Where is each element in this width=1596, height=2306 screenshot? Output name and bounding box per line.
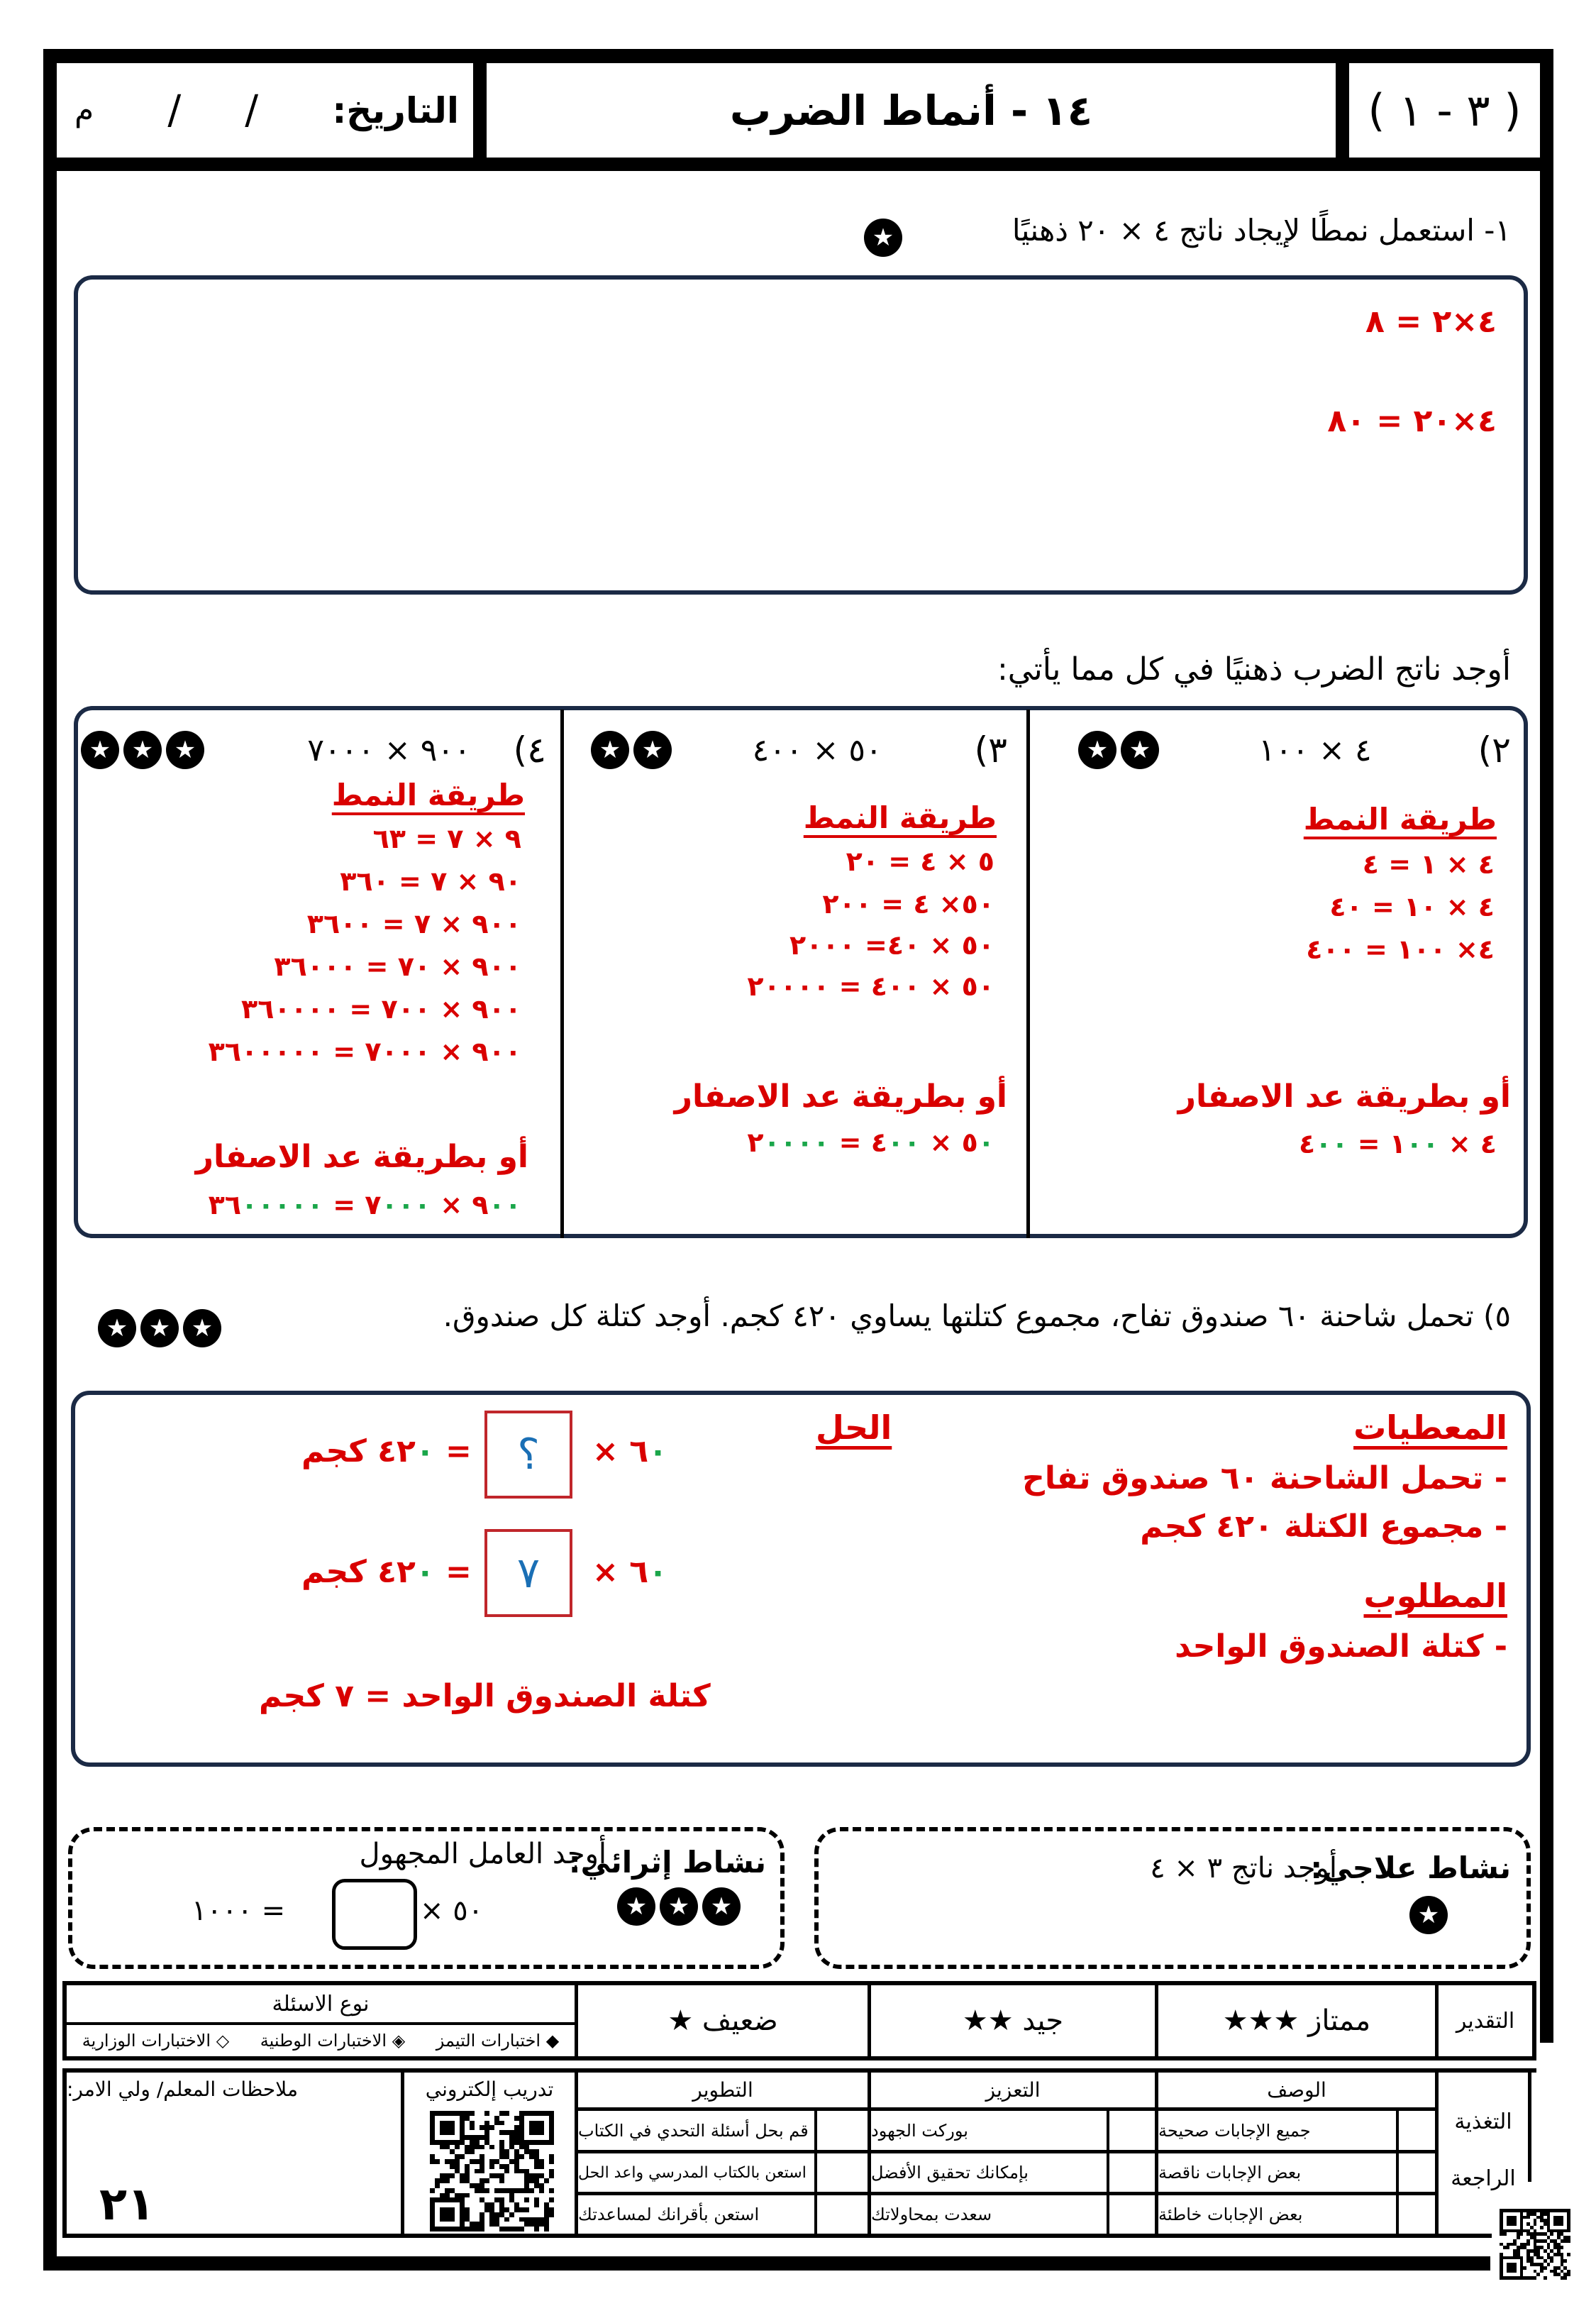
question-types-title: نوع الاسئلة bbox=[272, 1991, 370, 2017]
pattern-line: ٩٠٠ × ٧ = ٣٦٠٠ bbox=[306, 908, 521, 939]
enrichment-factor: ٥٠ × bbox=[420, 1894, 484, 1927]
remedial-label: نشاط علاجي: bbox=[1310, 1850, 1511, 1885]
required-title: المطلوب bbox=[1363, 1577, 1507, 1615]
pattern-line: ٩ × ٧ = ٦٣ bbox=[372, 823, 521, 854]
reinforcement-row: سعدت بمحاولاتك bbox=[871, 2205, 992, 2224]
rating-label: التقدير bbox=[1456, 2008, 1515, 2034]
page-title: ١٤ - أنماط الضرب bbox=[729, 86, 1093, 135]
answer-box-q1[interactable] bbox=[74, 275, 1528, 595]
reinforcement-checkbox[interactable] bbox=[1109, 2111, 1155, 2150]
star-badge-icon: ★ bbox=[633, 731, 672, 769]
column-header-development: التطوير bbox=[692, 2078, 753, 2102]
problem-number: ٢) bbox=[1478, 729, 1511, 771]
pattern-line: ٩٠٠ × ٧٠ = ٣٦٠٠٠ bbox=[274, 951, 521, 982]
conclusion: كتلة الصندوق الواحد = ٧ كجم bbox=[259, 1678, 711, 1714]
pattern-line: ٥٠ × ٤٠٠ = ٢٠٠٠٠ bbox=[747, 971, 994, 1002]
problem-2 bbox=[1258, 729, 1511, 771]
equation-factor: ٦٠ × bbox=[592, 1554, 667, 1590]
given-item: - مجموع الكتلة ٤٢٠ كجم bbox=[1140, 1508, 1507, 1545]
date-label: التاريخ: bbox=[332, 89, 459, 131]
frame-border-right bbox=[1540, 49, 1553, 2043]
star-badge-icon: ★ bbox=[1121, 731, 1159, 769]
feedback-label: التغذية bbox=[1454, 2109, 1512, 2134]
frame-border-bottom bbox=[43, 2256, 1490, 2271]
question-5-text: ٥) تحمل شاحنة ٦٠ صندوق تفاح، مجموع كتلتها يساوي ٤٢٠ كجم. أوجد كتلة كل صندوق. bbox=[443, 1298, 1511, 1333]
problem-expression: ٤ × ١٠٠ bbox=[1258, 732, 1372, 768]
feedback-label: الراجعة bbox=[1451, 2166, 1516, 2191]
pattern-method-title: طريقة النمط bbox=[803, 800, 997, 835]
star-badge-icon: ★ bbox=[183, 1309, 221, 1347]
development-checkbox[interactable] bbox=[817, 2195, 868, 2234]
equation-factor: ٦٠ × bbox=[592, 1433, 667, 1469]
feedback-checkbox[interactable] bbox=[1399, 2195, 1435, 2234]
question-type-timss: ◆ اختبارات التيمز bbox=[436, 2031, 560, 2051]
required-item: - كتلة الصندوق الواحد bbox=[1175, 1628, 1507, 1665]
star-badge-icon: ★ bbox=[617, 1887, 655, 1926]
pattern-line: ٥٠ × ٤٠= ٢٠٠٠ bbox=[789, 929, 994, 961]
star-badge-icon: ★ bbox=[1078, 731, 1116, 769]
difficulty-stars-q2 bbox=[1078, 731, 1159, 769]
star-badge-icon: ★ bbox=[864, 219, 902, 257]
solution-title: الحل bbox=[816, 1408, 892, 1447]
star-badge-icon: ★ bbox=[140, 1309, 179, 1347]
pattern-method-title: طريقة النمط bbox=[331, 778, 525, 812]
questions-2-4-title: أوجد ناتج الضرب ذهنيًا في كل مما يأتي: bbox=[997, 651, 1511, 688]
difficulty-stars-q3 bbox=[591, 731, 672, 769]
pattern-line: ٥ × ٤ = ٢٠ bbox=[846, 846, 994, 877]
difficulty-stars-remedial bbox=[1409, 1896, 1448, 1934]
given-item: - تحمل الشاحنة ٦٠ صندوق تفاح bbox=[1022, 1460, 1507, 1496]
zeros-method-title: أو بطريقة عد الاصفار bbox=[674, 1078, 1007, 1115]
zeros-method-line: ٩٠٠ × ٧٠٠٠ = ٣٦٠٠٠٠٠ bbox=[208, 1189, 521, 1220]
star-badge-icon: ★ bbox=[660, 1887, 698, 1926]
star-badge-icon: ★ bbox=[98, 1309, 136, 1347]
enrichment-label: نشاط إثرائي: bbox=[568, 1845, 766, 1880]
enrichment-product: = ١٠٠٠ bbox=[192, 1894, 286, 1927]
pattern-line: ٥٠× ٤ = ٢٠٠ bbox=[822, 888, 994, 920]
rating-excellent[interactable]: ممتاز ★★★ bbox=[1222, 2004, 1371, 2037]
givens-title: المعطيات bbox=[1353, 1408, 1507, 1447]
header-divider bbox=[43, 158, 1553, 171]
problem-4 bbox=[307, 729, 546, 771]
reinforcement-row: بإمكانك تحقيق الأفضل bbox=[871, 2163, 1029, 2183]
development-row: استعن بأقرانك لمساعدتك bbox=[578, 2205, 760, 2224]
question-type-national: ◈ الاختبارات الوطنية bbox=[260, 2031, 406, 2051]
frame-border-top bbox=[43, 49, 1553, 63]
zeros-method-title: أو بطريقة عد الاصفار bbox=[195, 1139, 528, 1175]
star-badge-icon: ★ bbox=[166, 731, 204, 769]
pattern-line: ٤ × ١٠ = ٤٠ bbox=[1329, 891, 1495, 922]
description-row: جميع الإجابات صحيحة bbox=[1158, 2120, 1311, 2141]
difficulty-stars-q1 bbox=[864, 219, 902, 257]
feedback-checkbox[interactable] bbox=[1399, 2111, 1435, 2150]
e-training-label: تدريب إلكتروني bbox=[425, 2077, 554, 2101]
description-row: بعض الإجابات ناقصة bbox=[1158, 2163, 1302, 2183]
teacher-notes-label: ملاحظات المعلم/ ولي الامر: bbox=[67, 2077, 298, 2101]
star-badge-icon: ★ bbox=[702, 1887, 741, 1926]
answer-box[interactable]: ٧ bbox=[484, 1529, 572, 1617]
q1-answer-line: ٤×٢ = ٨ bbox=[1365, 304, 1497, 340]
development-checkbox[interactable] bbox=[817, 2153, 868, 2192]
unknown-box[interactable]: ؟ bbox=[484, 1411, 572, 1499]
table-border bbox=[62, 2234, 1492, 2238]
pattern-line: ٩٠٠ × ٧٠٠ = ٣٦٠٠٠٠ bbox=[241, 993, 521, 1025]
star-badge-icon: ★ bbox=[1409, 1896, 1448, 1934]
header-divider-left bbox=[473, 49, 487, 171]
equation-product: = ٤٢٠ كجم bbox=[301, 1554, 472, 1590]
development-row: قم بحل أسئلة التحدي في الكتاب bbox=[578, 2120, 809, 2141]
zeros-method-line: ٤ × ١٠٠ = ٤٠٠ bbox=[1298, 1128, 1497, 1159]
difficulty-stars-q5 bbox=[98, 1309, 221, 1347]
problem-number: ٤) bbox=[513, 729, 546, 771]
reinforcement-checkbox[interactable] bbox=[1109, 2153, 1155, 2192]
q1-answer-line: ٤×٢٠ = ٨٠ bbox=[1327, 403, 1497, 439]
question-types-legend bbox=[67, 2025, 575, 2056]
pattern-line: ٤× ١٠٠ = ٤٠٠ bbox=[1306, 934, 1495, 965]
problem-expression: ٩٠٠ × ٧٠٠٠ bbox=[307, 732, 471, 768]
lesson-code: ( ٣ - ١ ) bbox=[1368, 84, 1522, 136]
date-slashes: / / bbox=[167, 87, 259, 133]
frame-border-left bbox=[43, 49, 57, 2270]
pattern-line: ٤ × ١ = ٤ bbox=[1362, 849, 1495, 880]
development-checkbox[interactable] bbox=[817, 2111, 868, 2150]
date-suffix: م bbox=[74, 92, 94, 128]
zeros-method-title: أو بطريقة عد الاصفار bbox=[1177, 1078, 1511, 1115]
column-header-description: الوصف bbox=[1267, 2078, 1326, 2102]
table-border bbox=[62, 2056, 1536, 2060]
corner-qr-code[interactable] bbox=[1500, 2209, 1570, 2280]
remedial-text: أوجد ناتج ٣ × ٤ bbox=[1150, 1852, 1337, 1885]
pattern-line: ٩٠٠ × ٧٠٠٠ = ٣٦٠٠٠٠٠ bbox=[208, 1036, 521, 1067]
pattern-method-title: طريقة النمط bbox=[1303, 802, 1497, 837]
difficulty-stars-q4 bbox=[81, 731, 204, 769]
table-border bbox=[1532, 1981, 1536, 2060]
problem-number: ٣) bbox=[974, 729, 1007, 771]
problem-expression: ٥٠ × ٤٠٠ bbox=[752, 732, 882, 768]
reinforcement-checkbox[interactable] bbox=[1109, 2195, 1155, 2234]
column-header-reinforcement: التعزيز bbox=[985, 2078, 1041, 2102]
question-1-text: ١- استعمل نمطًا لإيجاد ناتج ٤ × ٢٠ ذهنيًا bbox=[1012, 213, 1511, 248]
enrichment-text: أوجد العامل المجهول bbox=[359, 1838, 606, 1870]
table-border bbox=[1528, 2068, 1531, 2182]
description-row: بعض الإجابات خاطئة bbox=[1158, 2205, 1303, 2224]
development-row: استعن بالكتاب المدرسي واعد الحل bbox=[578, 2163, 807, 2182]
star-badge-icon: ★ bbox=[591, 731, 629, 769]
reinforcement-row: بوركت الجهود bbox=[871, 2120, 968, 2141]
zeros-method-line: ٥٠ × ٤٠٠ = ٢٠٠٠٠ bbox=[747, 1127, 994, 1158]
equation-product: = ٤٢٠ كجم bbox=[301, 1433, 472, 1469]
feedback-checkbox[interactable] bbox=[1399, 2153, 1435, 2192]
unknown-factor-input[interactable] bbox=[332, 1879, 417, 1950]
problem-3 bbox=[753, 729, 1007, 771]
pattern-line: ٩٠ × ٧ = ٣٦٠ bbox=[340, 866, 521, 897]
column-divider bbox=[560, 710, 564, 1238]
header-divider-right bbox=[1336, 49, 1349, 171]
column-divider bbox=[1026, 710, 1030, 1238]
date-field[interactable] bbox=[57, 63, 473, 158]
star-badge-icon: ★ bbox=[81, 731, 119, 769]
page-number: ٢١ bbox=[99, 2178, 155, 2231]
difficulty-stars-enrichment bbox=[617, 1887, 741, 1926]
question-type-ministry: ◇ الاختبارات الوزارية bbox=[82, 2031, 230, 2051]
rating-good[interactable]: جيد ★★ bbox=[962, 2004, 1064, 2037]
rating-weak[interactable]: ضعيف ★ bbox=[667, 2004, 778, 2037]
e-training-qr-code[interactable] bbox=[430, 2111, 554, 2231]
star-badge-icon: ★ bbox=[123, 731, 162, 769]
